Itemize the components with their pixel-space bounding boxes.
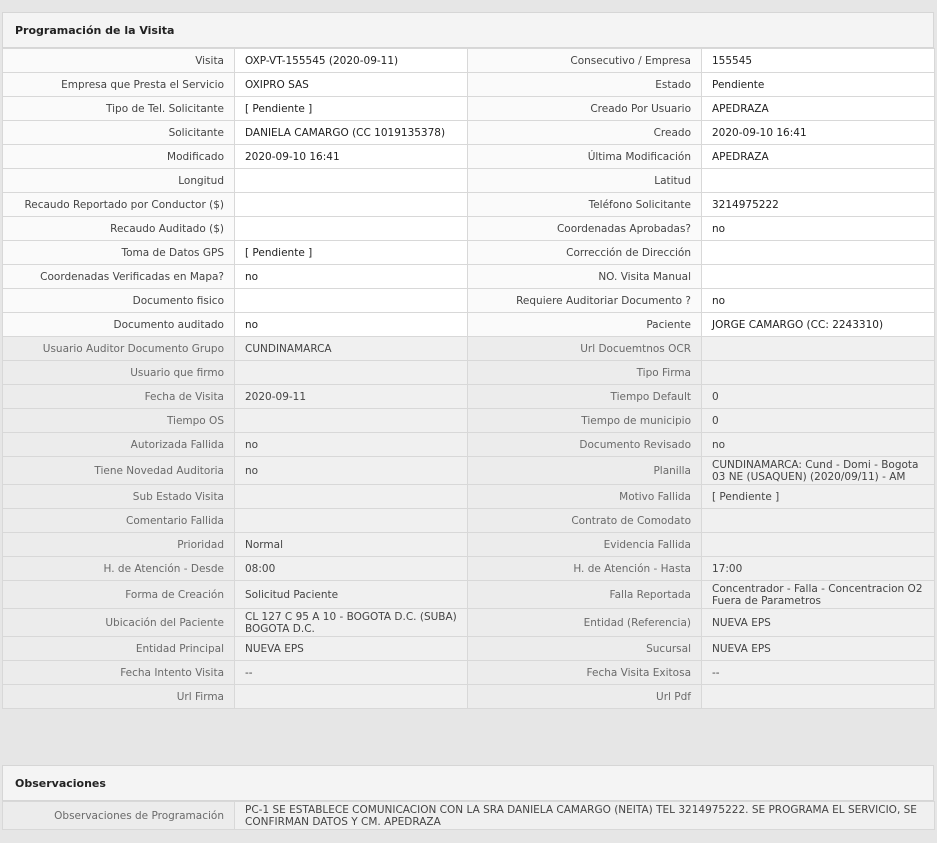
field-value: no: [235, 433, 468, 457]
field-label: Solicitante: [3, 121, 235, 145]
table-row: [3, 385, 935, 409]
field-label: Visita: [3, 49, 235, 73]
field-label: Teléfono Solicitante: [468, 193, 702, 217]
table-row: [3, 509, 935, 533]
field-value: [702, 509, 935, 533]
field-value: no: [702, 433, 935, 457]
field-value: JORGE CAMARGO (CC: 2243310): [702, 313, 935, 337]
field-label: Falla Reportada: [468, 581, 702, 609]
field-value: NUEVA EPS: [702, 609, 935, 637]
field-value: 17:00: [702, 557, 935, 581]
table-row: [3, 457, 935, 485]
field-label: H. de Atención - Hasta: [468, 557, 702, 581]
field-value: [235, 217, 468, 241]
table-row: [3, 193, 935, 217]
field-value: CUNDINAMARCA: Cund - Domi - Bogota 03 NE (USAQUEN) (2020/09/11) - AM: [702, 457, 935, 485]
table-row: [3, 685, 935, 709]
visit-details-table: [2, 48, 935, 709]
field-value: [702, 361, 935, 385]
field-value: [235, 685, 468, 709]
field-value: Concentrador - Falla - Concentracion O2 Fuera de Parametros: [702, 581, 935, 609]
field-label: Ubicación del Paciente: [3, 609, 235, 637]
field-label: Tipo de Tel. Solicitante: [3, 97, 235, 121]
table-row: [3, 433, 935, 457]
table-row: [3, 409, 935, 433]
table-row: [3, 97, 935, 121]
field-value: --: [702, 661, 935, 685]
table-row: [3, 121, 935, 145]
field-label: Forma de Creación: [3, 581, 235, 609]
field-label: Recaudo Reportado por Conductor ($): [3, 193, 235, 217]
field-label: Creado: [468, 121, 702, 145]
table-row: [3, 289, 935, 313]
field-label: Sucursal: [468, 637, 702, 661]
table-row: [3, 217, 935, 241]
field-value: [235, 409, 468, 433]
table-row: [3, 581, 935, 609]
field-label: NO. Visita Manual: [468, 265, 702, 289]
table-row: [3, 169, 935, 193]
field-value: 2020-09-10 16:41: [235, 145, 468, 169]
field-label: Modificado: [3, 145, 235, 169]
field-label: Entidad Principal: [3, 637, 235, 661]
field-label: Contrato de Comodato: [468, 509, 702, 533]
field-label: Sub Estado Visita: [3, 485, 235, 509]
table-row: [3, 533, 935, 557]
field-label: Url Pdf: [468, 685, 702, 709]
field-label: Coordenadas Aprobadas?: [468, 217, 702, 241]
section-title: Observaciones: [2, 765, 934, 801]
field-label: Última Modificación: [468, 145, 702, 169]
field-label: Url Docuemtnos OCR: [468, 337, 702, 361]
field-value: OXP-VT-155545 (2020-09-11): [235, 49, 468, 73]
field-value: 0: [702, 409, 935, 433]
field-label: Motivo Fallida: [468, 485, 702, 509]
field-label: Usuario Auditor Documento Grupo: [3, 337, 235, 361]
field-value: CUNDINAMARCA: [235, 337, 468, 361]
field-label: Tiempo Default: [468, 385, 702, 409]
observaciones-panel: [2, 765, 934, 830]
table-row: [3, 241, 935, 265]
table-row: [3, 265, 935, 289]
field-label: Usuario que firmo: [3, 361, 235, 385]
field-value: CL 127 C 95 A 10 - BOGOTA D.C. (SUBA) BOGOTA D.C.: [235, 609, 468, 637]
programacion-panel: [2, 12, 934, 709]
table-row: [3, 337, 935, 361]
section-title: Programación de la Visita: [2, 12, 934, 48]
field-value: [235, 289, 468, 313]
field-value: [702, 533, 935, 557]
field-value: [ Pendiente ]: [702, 485, 935, 509]
field-label: Observaciones de Programación: [3, 802, 235, 830]
field-label: Entidad (Referencia): [468, 609, 702, 637]
field-value: 0: [702, 385, 935, 409]
field-label: Recaudo Auditado ($): [3, 217, 235, 241]
table-row: [3, 485, 935, 509]
field-label: Tiempo OS: [3, 409, 235, 433]
field-value: NUEVA EPS: [702, 637, 935, 661]
field-label: H. de Atención - Desde: [3, 557, 235, 581]
field-value: [ Pendiente ]: [235, 97, 468, 121]
field-label: Prioridad: [3, 533, 235, 557]
field-label: Paciente: [468, 313, 702, 337]
table-row: [3, 313, 935, 337]
field-label: Documento Revisado: [468, 433, 702, 457]
field-value: [ Pendiente ]: [235, 241, 468, 265]
field-label: Planilla: [468, 457, 702, 485]
field-label: Estado: [468, 73, 702, 97]
field-label: Corrección de Dirección: [468, 241, 702, 265]
field-value: Normal: [235, 533, 468, 557]
observations-table: [2, 801, 935, 830]
field-label: Autorizada Fallida: [3, 433, 235, 457]
table-row: [3, 609, 935, 637]
field-value: no: [235, 265, 468, 289]
field-value: Solicitud Paciente: [235, 581, 468, 609]
field-value: PC-1 SE ESTABLECE COMUNICACION CON LA SRA DANIELA CAMARGO (NEITA) TEL 3214975222. SE PROGRAMA EL SERVICIO, SE CONFIRMAN DATOS Y CM. APEDRAZA: [235, 802, 935, 830]
table-row: [3, 145, 935, 169]
field-value: 155545: [702, 49, 935, 73]
field-value: --: [235, 661, 468, 685]
field-label: Empresa que Presta el Servicio: [3, 73, 235, 97]
field-value: OXIPRO SAS: [235, 73, 468, 97]
table-row: [3, 49, 935, 73]
field-label: Toma de Datos GPS: [3, 241, 235, 265]
field-value: [235, 193, 468, 217]
field-value: APEDRAZA: [702, 145, 935, 169]
field-value: [702, 337, 935, 361]
field-value: 08:00: [235, 557, 468, 581]
table-row: [3, 361, 935, 385]
field-value: [235, 169, 468, 193]
field-value: no: [702, 217, 935, 241]
field-value: [235, 509, 468, 533]
field-value: [702, 685, 935, 709]
field-value: Pendiente: [702, 73, 935, 97]
table-row: [3, 637, 935, 661]
field-label: Latitud: [468, 169, 702, 193]
field-value: no: [702, 289, 935, 313]
field-label: Documento fisico: [3, 289, 235, 313]
field-label: Url Firma: [3, 685, 235, 709]
field-value: 3214975222: [702, 193, 935, 217]
field-label: Documento auditado: [3, 313, 235, 337]
field-value: [702, 265, 935, 289]
field-value: 2020-09-11: [235, 385, 468, 409]
table-row: [3, 73, 935, 97]
field-label: Coordenadas Verificadas en Mapa?: [3, 265, 235, 289]
field-value: NUEVA EPS: [235, 637, 468, 661]
field-label: Requiere Auditoriar Documento ?: [468, 289, 702, 313]
table-row: [3, 661, 935, 685]
field-label: Evidencia Fallida: [468, 533, 702, 557]
table-row: [3, 802, 935, 830]
field-value: [702, 169, 935, 193]
field-label: Fecha Intento Visita: [3, 661, 235, 685]
field-value: [235, 485, 468, 509]
field-label: Fecha de Visita: [3, 385, 235, 409]
field-value: APEDRAZA: [702, 97, 935, 121]
field-value: [702, 241, 935, 265]
field-value: 2020-09-10 16:41: [702, 121, 935, 145]
field-label: Fecha Visita Exitosa: [468, 661, 702, 685]
table-row: [3, 557, 935, 581]
field-value: no: [235, 313, 468, 337]
field-label: Longitud: [3, 169, 235, 193]
field-label: Creado Por Usuario: [468, 97, 702, 121]
field-label: Comentario Fallida: [3, 509, 235, 533]
field-value: [235, 361, 468, 385]
field-label: Tiempo de municipio: [468, 409, 702, 433]
field-value: DANIELA CAMARGO (CC 1019135378): [235, 121, 468, 145]
field-label: Consecutivo / Empresa: [468, 49, 702, 73]
field-label: Tiene Novedad Auditoria: [3, 457, 235, 485]
field-value: no: [235, 457, 468, 485]
field-label: Tipo Firma: [468, 361, 702, 385]
